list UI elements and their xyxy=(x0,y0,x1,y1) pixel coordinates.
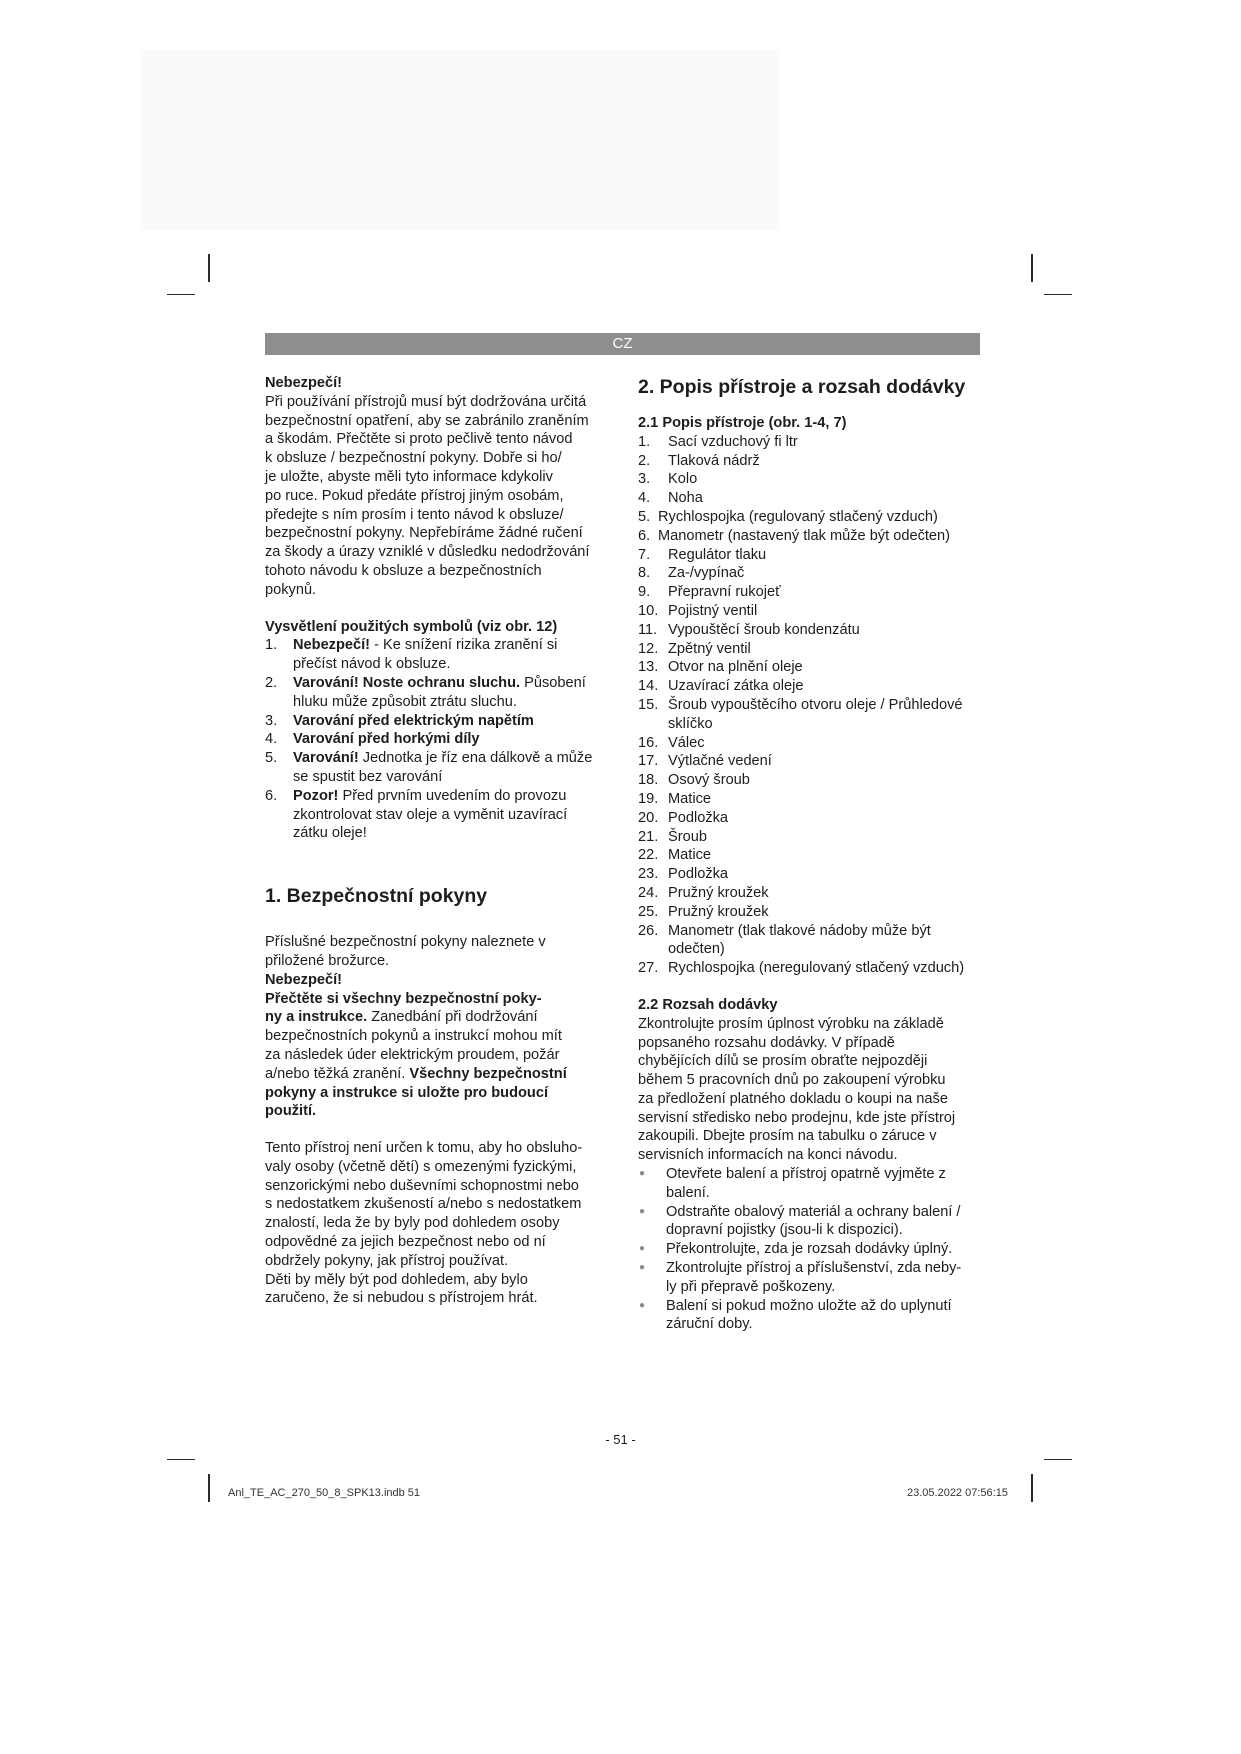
list-item xyxy=(638,433,990,452)
item-text: Manometr (nastavený tlak může být odečten) xyxy=(658,527,951,544)
text-line: pokynů. xyxy=(265,581,317,598)
item-number: 3. xyxy=(638,471,651,488)
item-text: Vypouštěcí šroub kondenzátu xyxy=(668,621,860,638)
text-line: odpovědné za jejich bezpečnost nebo od ní xyxy=(265,1234,546,1251)
crop-mark xyxy=(167,1459,195,1460)
text-line: Zanedbání při dodržování xyxy=(367,1009,538,1026)
list-item xyxy=(638,846,990,865)
item-text: Jednotka je říz ena dálkově a může xyxy=(358,750,593,767)
crop-mark xyxy=(208,1474,210,1502)
list-item xyxy=(638,602,990,621)
list-item xyxy=(638,489,990,508)
item-bold: Varování před horkými díly xyxy=(293,731,480,748)
text-line: valy osoby (včetně dětí) s omezenými fyzickými, xyxy=(265,1158,577,1175)
text-line: použití. xyxy=(265,1103,317,1120)
text-line: obdržely pokyny, jak přístroj používat. xyxy=(265,1252,509,1269)
item-number: 2. xyxy=(638,452,651,469)
list-item xyxy=(638,452,990,471)
list-item xyxy=(638,809,990,828)
footer-timestamp: 23.05.2022 07:56:15 xyxy=(907,1487,1008,1499)
list-item xyxy=(265,787,615,843)
item-bold: Varování! xyxy=(293,750,359,767)
item-bold: Pozor! xyxy=(293,787,339,804)
list-item xyxy=(638,564,990,583)
text-line: Zkontrolujte prosím úplnost výrobku na základě xyxy=(638,1015,944,1032)
text-line: bezpečnostní opatření, aby se zabránilo zraněním xyxy=(265,412,589,429)
item-number: 21. xyxy=(638,828,659,845)
text-line: a škodám. Přečtěte si proto pečlivě tento návod xyxy=(265,431,573,448)
item-number: 15. xyxy=(638,696,659,713)
item-text: dopravní pojistky (jsou-li k dispozici). xyxy=(666,1222,903,1239)
list-item xyxy=(265,749,615,787)
list-item xyxy=(265,730,615,749)
text-line: zakoupili. Dbejte prosím na tabulku o záruce v xyxy=(638,1128,937,1145)
item-text: Pružný kroužek xyxy=(668,884,769,901)
item-text: - Ke snížení rizika zranění si xyxy=(370,637,558,654)
text-bold: Všechny bezpečnostní xyxy=(409,1065,567,1082)
item-bold: Varování před elektrickým napětím xyxy=(293,712,534,729)
list-item xyxy=(638,508,990,527)
section-1-paragraph xyxy=(265,1139,615,1308)
text-line: tohoto návodu k obsluze a bezpečnostních xyxy=(265,562,542,579)
text-line: s nedostatkem zkušeností a/nebo s nedostatkem xyxy=(265,1196,582,1213)
text-line: bezpečnostní pokyny. Nepřebíráme žádné ručení xyxy=(265,525,583,542)
list-item xyxy=(638,865,990,884)
item-text: hluku může způsobit ztrátu sluchu. xyxy=(293,693,517,710)
text-line: senzorickými nebo duševními schopnostmi nebo xyxy=(265,1177,579,1194)
item-text: Pružný kroužek xyxy=(668,903,769,920)
text-bold: ny a instrukce. xyxy=(265,1009,368,1026)
item-text: Pojistný ventil xyxy=(668,602,758,619)
item-text: Před prvním uvedením do provozu xyxy=(338,787,567,804)
scope-paragraph xyxy=(638,1015,990,1165)
page-number: - 51 - xyxy=(605,1432,636,1447)
item-text: ly při přepravě poškozeny. xyxy=(666,1278,836,1295)
item-bold: Nebezpečí! xyxy=(293,637,371,654)
item-text: Otvor na plnění oleje xyxy=(668,659,803,676)
item-text: Manometr (tlak tlakové nádoby může být xyxy=(668,922,931,939)
crop-mark xyxy=(1031,254,1033,282)
danger-heading: Nebezpečí! xyxy=(265,375,343,391)
item-text: Přepravní rukojeť xyxy=(668,584,781,601)
right-column xyxy=(638,374,990,1334)
list-item xyxy=(638,677,990,696)
item-text: Podložka xyxy=(668,866,729,883)
item-text: Otevřete balení a přístroj opatrně vyjměte z xyxy=(666,1166,946,1183)
text-line: za předložení platného dokladu o koupi na naše xyxy=(638,1090,948,1107)
page-background xyxy=(140,50,780,230)
item-text: přečíst návod k obsluze. xyxy=(293,656,451,673)
item-text: Rychlospojka (neregulovaný stlačený vzduch) xyxy=(668,960,965,977)
crop-mark xyxy=(1044,1459,1072,1460)
item-number: 14. xyxy=(638,678,659,695)
bullet-item xyxy=(638,1259,990,1297)
item-number: 26. xyxy=(638,922,659,939)
item-text: Odstraňte obalový materiál a ochrany balení / xyxy=(666,1203,961,1220)
crop-mark xyxy=(1031,1474,1033,1502)
text-line: Tento přístroj není určen k tomu, aby ho obsluho- xyxy=(265,1140,583,1157)
text-line: za škody a úrazy vzniklé v důsledku nedodržování xyxy=(265,544,590,561)
list-item xyxy=(638,903,990,922)
list-item xyxy=(638,884,990,903)
text-line: po ruce. Pokud předáte přístroj jiným osobám, xyxy=(265,487,564,504)
crop-mark xyxy=(1044,294,1072,295)
symbols-heading: Vysvětlení použitých symbolů (viz obr. 12) xyxy=(265,618,558,635)
item-number: 1. xyxy=(265,637,278,654)
list-item xyxy=(638,546,990,565)
text-line: bezpečnostních pokynů a instrukcí mohou mít xyxy=(265,1028,562,1045)
text-line: servisní středisko nebo prodejnu, kde jste přístroj xyxy=(638,1109,956,1126)
item-bold: Varování! Noste ochranu sluchu. xyxy=(293,674,521,691)
item-number: 6. xyxy=(265,787,278,804)
item-number: 27. xyxy=(638,960,659,977)
text-line: a/nebo těžká zranění. xyxy=(265,1065,410,1082)
item-text: Šroub vypouštěcího otvoru oleje / Průhledové xyxy=(668,696,963,713)
delivery-checklist xyxy=(638,1165,990,1334)
item-text: balení. xyxy=(666,1184,710,1201)
text-line: za následek úder elektrickým proudem, požár xyxy=(265,1046,560,1063)
section-1-title: 1. Bezpečnostní pokyny xyxy=(265,885,488,908)
footer-file: Anl_TE_AC_270_50_8_SPK13.indb 51 xyxy=(228,1487,421,1499)
item-number: 13. xyxy=(638,659,659,676)
item-number: 4. xyxy=(265,731,278,748)
list-item xyxy=(638,658,990,677)
list-item xyxy=(638,640,990,659)
item-text: zkontrolovat stav oleje a vyměnit uzavírací xyxy=(293,806,568,823)
list-item xyxy=(638,696,990,734)
item-text: Kolo xyxy=(668,471,698,488)
item-text: Za-/vypínač xyxy=(668,565,745,582)
list-item xyxy=(638,959,990,978)
item-text: Rychlospojka (regulovaný stlačený vzduch) xyxy=(658,508,938,525)
item-number: 19. xyxy=(638,790,659,807)
item-number: 24. xyxy=(638,884,659,901)
list-item xyxy=(638,752,990,771)
item-number: 17. xyxy=(638,753,659,770)
crop-mark xyxy=(167,294,195,295)
item-text: Zpětný ventil xyxy=(668,640,751,657)
item-text: Tlaková nádrž xyxy=(668,452,760,469)
item-number: 4. xyxy=(638,490,651,507)
text-line: Děti by měly být pod dohledem, aby bylo xyxy=(265,1271,528,1288)
item-text: Překontrolujte, zda je rozsah dodávky úplný. xyxy=(666,1241,953,1258)
text-line: Přečtěte si všechny bezpečnostní poky- xyxy=(265,990,542,1007)
item-text: Osový šroub xyxy=(668,772,750,789)
list-item xyxy=(638,790,990,809)
text-line: Při používání přístrojů musí být dodržována určitá xyxy=(265,393,587,410)
text-line: popsaného rozsahu dodávky. V případě xyxy=(638,1034,895,1051)
list-item xyxy=(638,527,990,546)
list-item xyxy=(638,583,990,602)
crop-mark xyxy=(208,254,210,282)
section-2-title: 2. Popis přístroje a rozsah dodávky xyxy=(638,376,966,398)
item-text: Balení si pokud možno uložte až do uplynutí xyxy=(666,1297,952,1314)
item-number: 25. xyxy=(638,903,659,920)
item-number: 2. xyxy=(265,674,278,691)
section-2-1-title: 2.1 Popis přístroje (obr. 1-4, 7) xyxy=(638,415,847,431)
item-text: Matice xyxy=(668,847,711,864)
item-number: 5. xyxy=(265,750,278,767)
parts-list xyxy=(638,433,990,978)
item-text: Sací vzduchový fi ltr xyxy=(668,433,798,450)
text-line: chybějících dílů se prosím obraťte nejpozději xyxy=(638,1053,928,1070)
item-number: 18. xyxy=(638,772,659,789)
item-number: 23. xyxy=(638,866,659,883)
item-number: 7. xyxy=(638,546,651,563)
text-line: během 5 pracovních dnů po zakoupení výrobku xyxy=(638,1072,946,1089)
text-line: k obsluze / bezpečnostní pokyny. Dobře si ho/ xyxy=(265,450,562,467)
bullet-item xyxy=(638,1240,990,1259)
item-text: Zkontrolujte přístroj a příslušenství, zda neby- xyxy=(666,1260,962,1277)
item-text: se spustit bez varování xyxy=(293,768,443,785)
danger-heading: Nebezpečí! xyxy=(265,971,343,988)
item-number: 11. xyxy=(638,621,658,638)
left-column xyxy=(265,374,615,1308)
item-number: 1. xyxy=(638,433,651,450)
list-item xyxy=(265,636,615,674)
danger-paragraph xyxy=(265,393,615,600)
text-line: znalostí, leda že by byly pod dohledem osoby xyxy=(265,1215,560,1232)
item-number: 8. xyxy=(638,565,651,582)
item-text: odečten) xyxy=(668,941,725,958)
item-text: Matice xyxy=(668,790,711,807)
section-2-2-title: 2.2 Rozsah dodávky xyxy=(638,996,778,1013)
list-item xyxy=(265,712,615,731)
item-text: Podložka xyxy=(668,809,729,826)
item-text: Výtlačné vedení xyxy=(668,753,772,770)
list-item xyxy=(638,734,990,753)
item-text: Šroub xyxy=(668,828,707,845)
item-text: Uzavírací zátka oleje xyxy=(668,678,804,695)
item-number: 10. xyxy=(638,602,659,619)
list-item xyxy=(265,674,615,712)
item-number: 22. xyxy=(638,847,659,864)
item-text: Válec xyxy=(668,734,705,751)
item-text: Regulátor tlaku xyxy=(668,546,767,563)
text-line: předejte s ním prosím i tento návod k obsluze/ xyxy=(265,506,564,523)
item-number: 9. xyxy=(638,584,651,601)
item-number: 12. xyxy=(638,640,659,657)
text-line: Příslušné bezpečnostní pokyny naleznete v xyxy=(265,934,546,951)
symbols-list xyxy=(265,636,615,843)
item-text: sklíčko xyxy=(668,715,713,732)
text-line: přiložené brožurce. xyxy=(265,952,390,969)
item-text: zátku oleje! xyxy=(293,825,367,842)
section-1-intro xyxy=(265,933,615,1121)
text-line: servisních informacích na konci návodu. xyxy=(638,1147,898,1164)
item-number: 16. xyxy=(638,734,659,751)
item-number: 3. xyxy=(265,712,278,729)
language-bar: CZ xyxy=(265,333,980,355)
list-item xyxy=(638,828,990,847)
bullet-item xyxy=(638,1297,990,1335)
list-item xyxy=(638,771,990,790)
item-text: Noha xyxy=(668,490,703,507)
bullet-item xyxy=(638,1165,990,1203)
text-line: zaručeno, že si nebudou s přístrojem hrát. xyxy=(265,1290,538,1307)
item-text: záruční doby. xyxy=(666,1316,753,1333)
text-line: pokyny a instrukce si uložte pro budoucí xyxy=(265,1084,549,1101)
item-number: 6. xyxy=(638,527,651,544)
list-item xyxy=(638,621,990,640)
bullet-item xyxy=(638,1203,990,1241)
item-number: 20. xyxy=(638,809,659,826)
list-item xyxy=(638,470,990,489)
list-item xyxy=(638,922,990,960)
item-text: Působení xyxy=(520,674,586,691)
item-number: 5. xyxy=(638,508,651,525)
text-line: je uložte, abyste měli tyto informace kdykoliv xyxy=(265,468,553,485)
